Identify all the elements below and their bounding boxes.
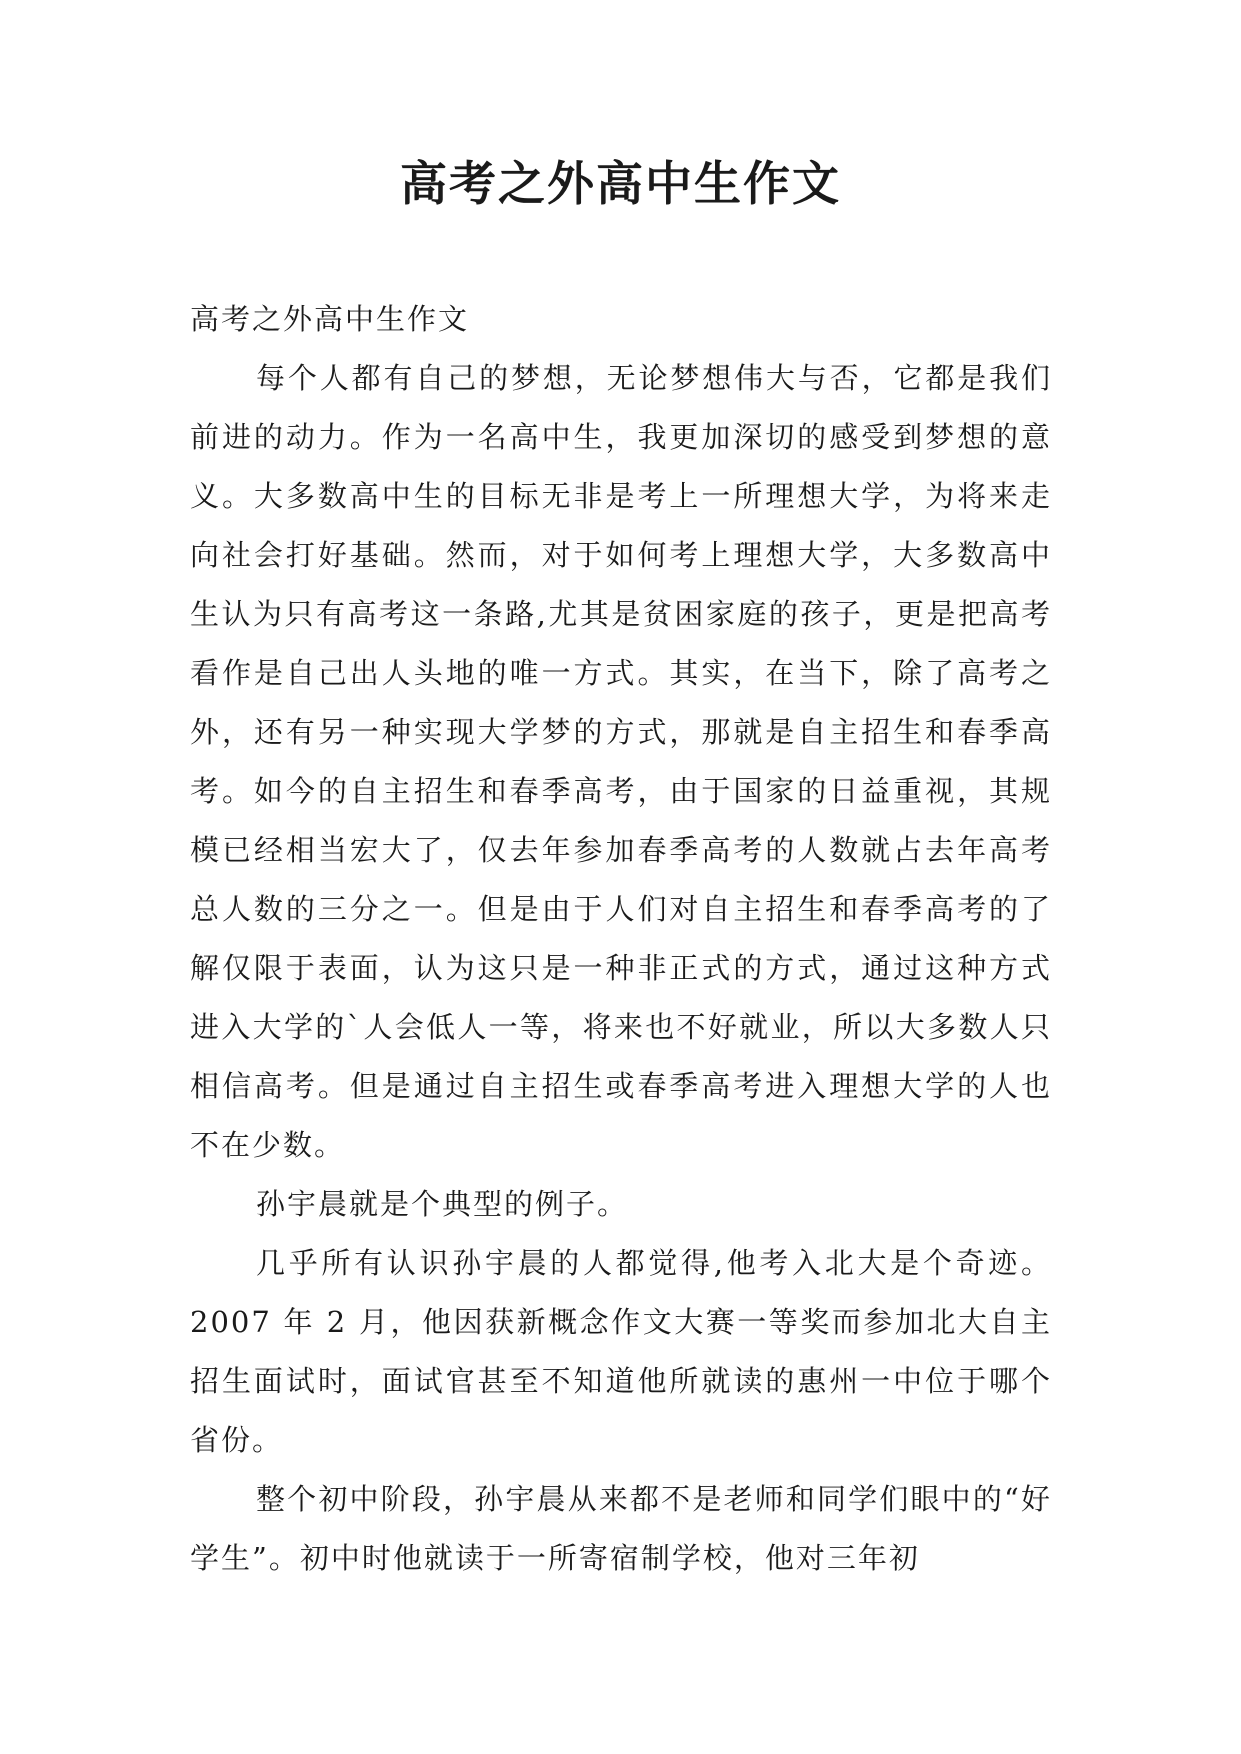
document-title: 高考之外高中生作文 — [400, 157, 841, 212]
document-body — [190, 290, 1052, 1588]
body-paragraph: 每个人都有自己的梦想，无论梦想伟大与否，它都是我们前进的动力。作为一名高中生，我更加深切的感受到梦想的意义。大多数高中生的目标无非是考上一所理想大学，为将来走向社会打好基础。然而，对于如何考上理想大学，大多数高中生认为只有高考这一条路,尤其是贫困家庭的孩子，更是把高考看作是自己出人头地的唯一方式。其实，在当下，除了高考之外，还有另一种实现大学梦的方式，那就是自主招生和春季高考。如今的自主招生和春季高考，由于国家的日益重视，其规模已经相当宏大了，仅去年参加春季高考的人数就占去年高考总人数的三分之一。但是由于人们对自主招生和春季高考的了解仅限于表面，认为这只是一种非正式的方式，通过这种方式进入大学的`人会低人一等，将来也不好就业，所以大多数人只相信高考。但是通过自主招生或春季高考进入理想大学的人也不在少数。 — [190, 361, 1052, 1162]
subtitle-paragraph: 高考之外高中生作文 — [190, 302, 470, 336]
body-paragraph: 整个初中阶段，孙宇晨从来都不是老师和同学们眼中的“好学生”。初中时他就读于一所寄宿制学校，他对三年初 — [190, 1482, 1052, 1575]
body-paragraph: 孙宇晨就是个典型的例子。 — [256, 1187, 629, 1221]
body-paragraph: 几乎所有认识孙宇晨的人都觉得,他考入北大是个奇迹。2007 年 2 月，他因获新概念作文大赛一等奖而参加北大自主招生面试时，面试官甚至不知道他所就读的惠州一中位于哪个省份。 — [190, 1246, 1052, 1457]
